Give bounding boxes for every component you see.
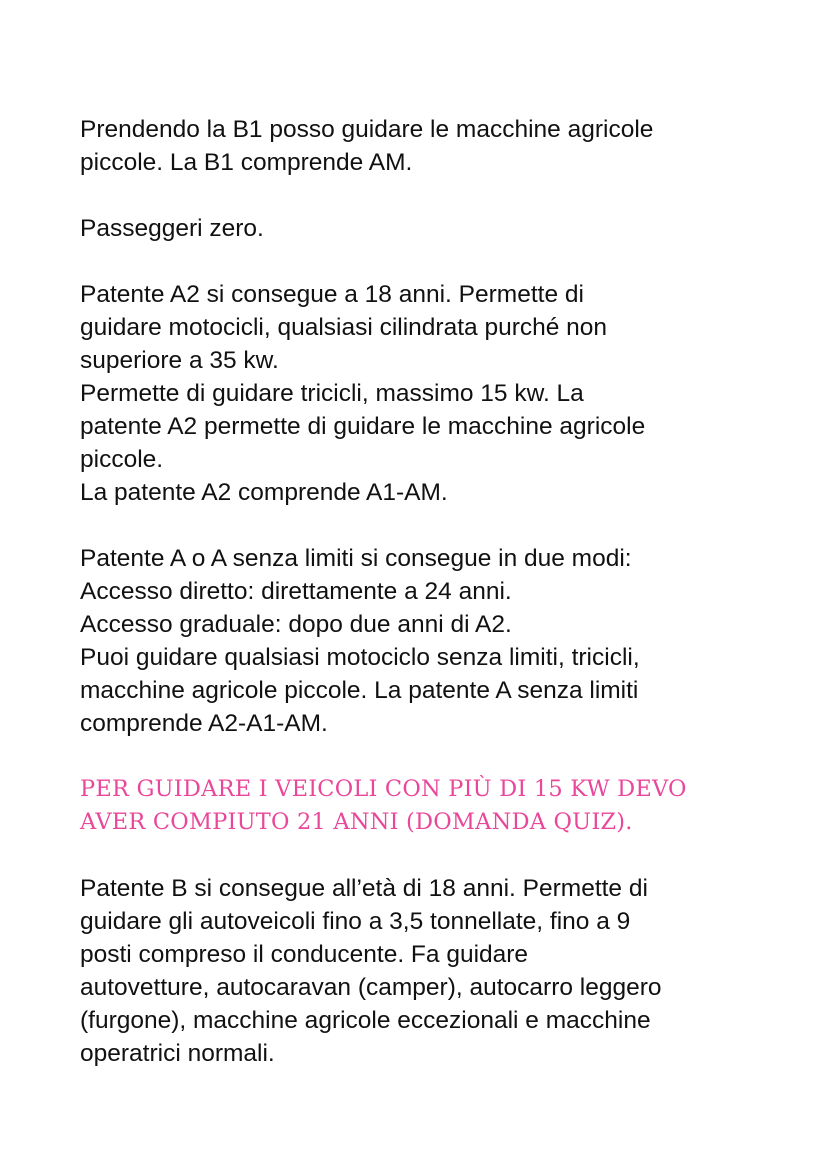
paragraph-a2 [80,278,780,509]
text-line: posti compreso il conducente. Fa guidare [80,941,529,968]
text-line: macchine agricole piccole. La patente A senza limiti [80,677,639,704]
text-line: guidare gli autoveicoli fino a 3,5 tonnellate, fino a 9 [80,908,631,935]
text-line: Accesso diretto: direttamente a 24 anni. [80,578,512,605]
text-line: Patente A o A senza limiti si consegue in due modi: [80,545,632,572]
text-line: comprende A2-A1-AM. [80,710,328,737]
paragraph-passengers [80,212,780,245]
text-line: operatrici normali. [80,1040,275,1067]
text-line: (furgone), macchine agricole eccezionali e macchine [80,1007,651,1034]
text-line: piccole. [80,446,164,473]
paragraph-a [80,542,780,740]
text-line: Passeggeri zero. [80,215,264,242]
paragraph-b [80,872,780,1070]
text-line: patente A2 permette di guidare le macchine agricole [80,413,646,440]
text-line: La patente A2 comprende A1-AM. [80,479,448,506]
highlight-note [80,773,780,839]
text-line: Patente A2 si consegue a 18 anni. Permette di [80,281,584,308]
text-line: superiore a 35 kw. [80,347,279,374]
document-page [80,113,780,1103]
text-line: piccole. La B1 comprende AM. [80,149,413,176]
text-line: Accesso graduale: dopo due anni di A2. [80,611,512,638]
text-line: Permette di guidare tricicli, massimo 15 kw. La [80,380,584,407]
highlight-line: PER GUIDARE I VEICOLI CON PIÙ DI 15 KW DEVO [80,776,687,802]
text-line: Patente B si consegue all’età di 18 anni. Permette di [80,875,648,902]
text-line: autovetture, autocaravan (camper), autocarro leggero [80,974,662,1001]
text-line: Puoi guidare qualsiasi motociclo senza limiti, tricicli, [80,644,640,671]
highlight-line: AVER COMPIUTO 21 ANNI (DOMANDA QUIZ). [80,809,633,835]
paragraph-b1 [80,113,780,179]
text-line: Prendendo la B1 posso guidare le macchine agricole [80,116,654,143]
text-line: guidare motocicli, qualsiasi cilindrata purché non [80,314,608,341]
